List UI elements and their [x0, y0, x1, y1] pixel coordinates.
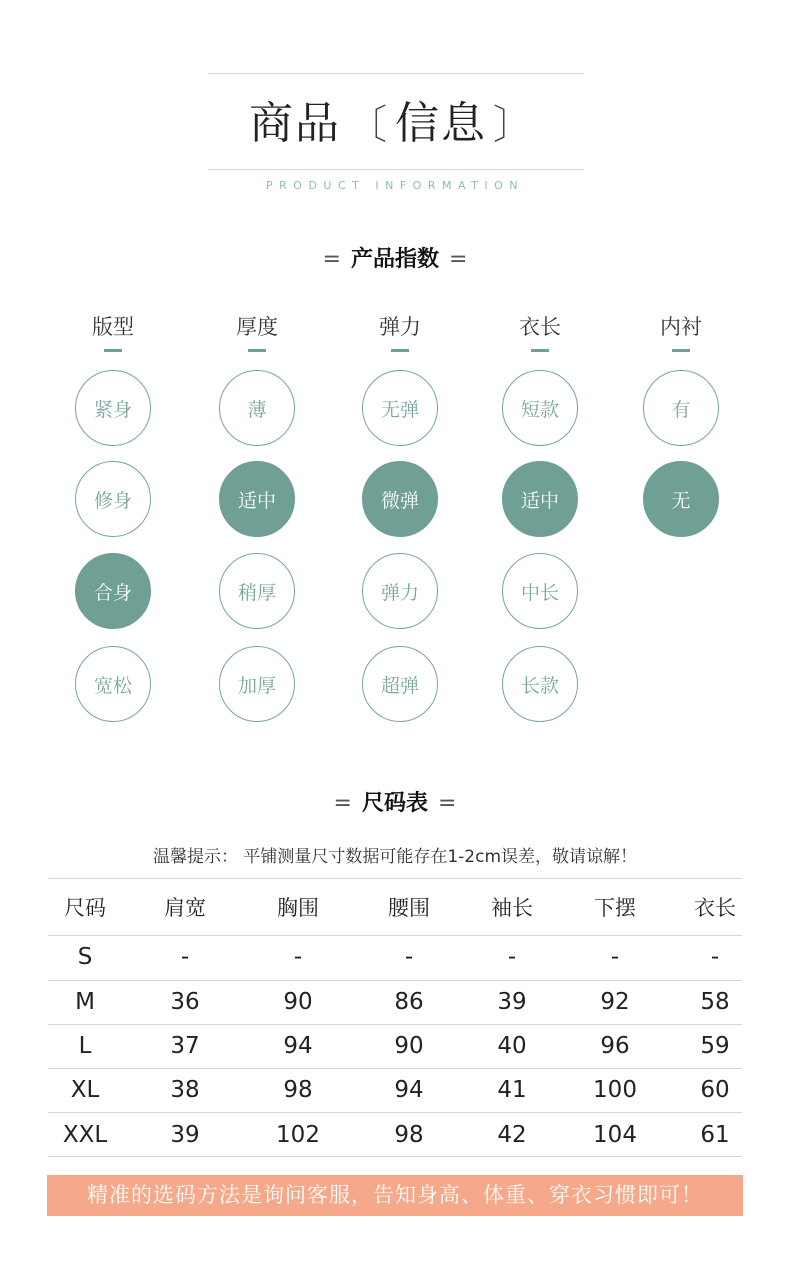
index-option: 超弹: [362, 646, 438, 722]
table-header-cell: 胸围: [277, 896, 319, 920]
table-divider: [48, 1068, 742, 1069]
title-bracketed: 信息: [395, 98, 487, 149]
table-cell: -: [507, 944, 517, 970]
table-cell: 98: [394, 1122, 424, 1148]
table-cell: 39: [170, 1122, 200, 1148]
index-column-label: 版型: [92, 315, 134, 339]
title-bracket-left: 〔: [347, 102, 389, 148]
index-option: 加厚: [219, 646, 295, 722]
index-option-selected: 无: [643, 461, 719, 537]
measurement-tip: 温馨提示： 平铺测量尺寸数据可能存在1-2cm误差，敬请谅解！: [152, 847, 638, 867]
index-option: 薄: [219, 370, 295, 446]
table-cell: 100: [593, 1077, 637, 1103]
table-size-label: XXL: [62, 1122, 108, 1148]
title-eq-left: =: [322, 247, 341, 272]
table-cell: -: [710, 944, 720, 970]
index-option-selected: 适中: [502, 461, 578, 537]
table-cell: -: [610, 944, 620, 970]
table-cell: 96: [600, 1033, 630, 1059]
index-column-label: 内衬: [660, 315, 702, 339]
index-option-selected: 适中: [219, 461, 295, 537]
table-header-cell: 腰围: [388, 896, 430, 920]
index-option-selected: 微弹: [362, 461, 438, 537]
index-title-text: 产品指数: [350, 247, 439, 272]
table-cell: 36: [170, 989, 200, 1015]
title-eq-right: =: [449, 247, 468, 272]
size-title-text: 尺码表: [361, 791, 428, 816]
table-cell: 37: [170, 1033, 200, 1059]
index-option: 有: [643, 370, 719, 446]
index-option: 紧身: [75, 370, 151, 446]
table-cell: -: [404, 944, 414, 970]
table-header-cell: 下摆: [594, 896, 636, 920]
table-cell: 59: [700, 1033, 730, 1059]
table-cell: 98: [283, 1077, 313, 1103]
table-cell: 86: [394, 989, 424, 1015]
index-option: 宽松: [75, 646, 151, 722]
index-column-underline: [391, 349, 409, 352]
index-column-underline: [531, 349, 549, 352]
index-column-underline: [248, 349, 266, 352]
table-header-cell: 袖长: [491, 896, 533, 920]
table-cell: 38: [170, 1077, 200, 1103]
table-cell: 90: [283, 989, 313, 1015]
index-option: 长款: [502, 646, 578, 722]
table-size-label: S: [77, 944, 93, 970]
index-option-selected: 合身: [75, 553, 151, 629]
table-cell: 94: [394, 1077, 424, 1103]
table-cell: 60: [700, 1077, 730, 1103]
index-section-title: [0, 245, 790, 275]
table-cell: 102: [276, 1122, 320, 1148]
index-option: 弹力: [362, 553, 438, 629]
table-cell: -: [293, 944, 303, 970]
index-column-label: 衣长: [519, 315, 561, 339]
table-divider: [48, 878, 742, 879]
table-cell: 94: [283, 1033, 313, 1059]
page-title: [0, 94, 790, 155]
table-divider: [48, 980, 742, 981]
index-column-label: 弹力: [379, 315, 421, 339]
table-cell: 58: [700, 989, 730, 1015]
title-eq-right: =: [438, 791, 457, 816]
size-section-title: [0, 789, 790, 819]
index-option: 短款: [502, 370, 578, 446]
title-bracket-right: 〕: [493, 102, 535, 148]
index-option: 中长: [502, 553, 578, 629]
advice-banner: 精准的选码方法是询问客服，告知身高、体重、穿衣习惯即可！: [47, 1175, 743, 1216]
index-option: 修身: [75, 461, 151, 537]
table-divider: [48, 935, 742, 936]
index-column-underline: [672, 349, 690, 352]
table-cell: 92: [600, 989, 630, 1015]
header-bottom-divider: [208, 169, 584, 170]
page-subtitle: PRODUCT INFORMATION: [266, 179, 524, 192]
table-size-label: M: [75, 989, 95, 1015]
table-header-cell: 尺码: [64, 896, 106, 920]
table-cell: 61: [700, 1122, 730, 1148]
table-cell: 42: [497, 1122, 527, 1148]
title-main: 商品: [249, 98, 341, 149]
table-divider: [48, 1024, 742, 1025]
table-divider: [48, 1156, 742, 1157]
table-cell: 39: [497, 989, 527, 1015]
header-top-divider: [208, 73, 584, 74]
table-cell: -: [180, 944, 190, 970]
index-option: 无弹: [362, 370, 438, 446]
index-column-label: 厚度: [236, 315, 278, 339]
table-cell: 104: [593, 1122, 637, 1148]
table-cell: 40: [497, 1033, 527, 1059]
table-cell: 41: [497, 1077, 527, 1103]
table-header-cell: 衣长: [694, 896, 736, 920]
table-size-label: L: [78, 1033, 92, 1059]
table-size-label: XL: [70, 1077, 100, 1103]
table-header-cell: 肩宽: [164, 896, 206, 920]
table-divider: [48, 1112, 742, 1113]
table-cell: 90: [394, 1033, 424, 1059]
index-column-underline: [104, 349, 122, 352]
title-eq-left: =: [333, 791, 352, 816]
index-option: 稍厚: [219, 553, 295, 629]
